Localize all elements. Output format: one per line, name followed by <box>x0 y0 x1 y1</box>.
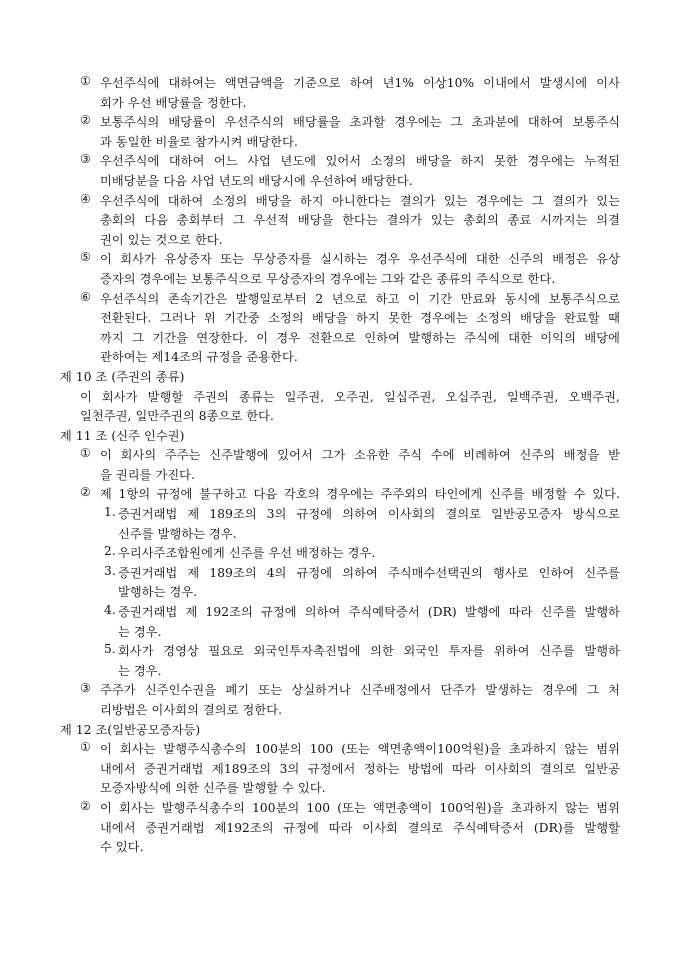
text-line: 는 경우. <box>118 663 162 678</box>
text-line: 이 회사의 주주는 신주발행에 있어서 그가 소유한 주식 수에 비례하여 신주의 배정을 받 <box>100 448 620 463</box>
sub-list-item <box>0 564 680 603</box>
text-line: 일천주권, 일만주권의 8종으로 한다. <box>80 409 274 424</box>
sub-list-item <box>0 603 680 642</box>
item-number: ① <box>80 74 91 88</box>
sub-item-number: 1. <box>104 505 116 520</box>
text-line: 까지 그 기간을 연장한다. 이 경우 전환으로 인하여 발행하는 주식에 대한 이익의 배당에 <box>100 330 620 345</box>
item-number: ① <box>80 740 91 755</box>
text-line: 증권거래법 제 192조의 규정에 의하여 주식예탁증서 (DR) 발행에 따라 신주를 발행하 <box>118 605 620 620</box>
item-number: ① <box>80 446 91 461</box>
text-line: 증권거래법 제 189조의 4의 규정에 의하여 주식매수선택권의 행사로 인하여 신주를 <box>118 565 620 580</box>
list-item <box>0 250 680 289</box>
sub-item-number: 2. <box>104 544 116 559</box>
text-line: 이 회사가 발행할 주권의 종류는 일주권, 오주권, 일십주권, 오십주권, 일백주권, 오백주권, <box>80 389 620 404</box>
text-line: 리방법은 이사회의 결의로 정한다. <box>100 703 283 717</box>
item-number: ④ <box>80 191 91 206</box>
sub-list-item <box>0 544 680 564</box>
text-line: 이 회사는 발행주식총수의 100분의 100 (또는 액면총액이100억원)을 초과하지 않는 범위 <box>100 742 620 757</box>
text-line: 회사가 경영상 필요로 외국인투자촉진법에 의한 외국인 투자를 위하여 신주를 발행하 <box>118 644 620 659</box>
sub-item-number: 3. <box>104 563 116 578</box>
article10-body <box>0 388 680 427</box>
item-number: ⑤ <box>80 250 91 265</box>
item-number: ③ <box>80 681 91 696</box>
text-line: 회가 우선 배당률을 정한다. <box>100 95 247 110</box>
text-line: 내에서 증권거래법 제189조의 3의 규정에서 정하는 방법에 따라 이사회의 결의로 일반공 <box>100 761 620 776</box>
sub-item-number: 5. <box>104 642 116 657</box>
list-item <box>0 485 680 505</box>
text-line: 모증자방식에 의한 신주를 발행할 수 있다. <box>100 781 326 796</box>
list-item <box>0 113 680 152</box>
text-line: 우선주식의 존속기간은 발행일로부터 2 년으로 하고 이 기간 만료와 동시에 보통주식으로 <box>100 291 620 306</box>
list-item <box>0 681 680 720</box>
item-number: ② <box>80 485 91 500</box>
list-item <box>0 290 680 368</box>
text-line: 전환된다. 그러나 위 기간중 소정의 배당을 하지 못한 경우에는 소정의 배당을 완료할 때 <box>100 311 620 326</box>
text-line: 주주가 신주인수권을 폐기 또는 상실하거나 신주배정에서 단주가 발생하는 경우에 그 처 <box>100 683 620 698</box>
text-line: 권이 있는 것으로 한다. <box>100 232 223 247</box>
article-heading: 제 12 조(일반공모증자등) <box>60 722 201 737</box>
text-line: 을 권리를 가진다. <box>100 467 196 482</box>
list-item <box>0 192 680 251</box>
item-number: ③ <box>80 152 91 167</box>
text-line: 증권거래법 제 189조의 3의 규정에 의하여 이사회의 결의로 일반공모증자 방식으로 <box>118 507 620 522</box>
article-heading: 제 11 조 (신주 인수권) <box>60 428 185 443</box>
sub-list-item <box>0 505 680 544</box>
text-line: 우선주식에 대하여 소정의 배당을 하지 아니한다는 결의가 있는 경우에는 그 결의가 있는 <box>100 193 620 208</box>
text-line: 내에서 증권거래법 제192조의 규정에 따라 이사회 결의로 주식예탁증서 (DR)를 발행할 <box>100 820 620 835</box>
text-line: 이 회사는 발행주식총수의 100분의 100 (또는 액면총액이 100억원)을 초과하지 않는 범위 <box>100 800 620 815</box>
sub-list-item <box>0 642 680 681</box>
article10-heading <box>0 368 680 388</box>
text-line: 우선주식에 대하여 어느 사업 년도에 있어서 소정의 배당을 하지 못한 경우에는 누적된 <box>100 154 620 169</box>
list-item <box>0 446 680 485</box>
item-number: ② <box>80 798 91 813</box>
sub-item-number: 4. <box>104 603 116 618</box>
article9-items <box>0 74 680 368</box>
text-line: 과 동일한 비율로 참가시켜 배당한다. <box>100 134 298 149</box>
item-number: ② <box>80 113 91 128</box>
text-line: 발행하는 경우. <box>118 585 198 600</box>
list-item <box>0 799 680 858</box>
text-line: 이 회사가 유상증자 또는 무상증자를 실시하는 경우 우선주식에 대한 신주의 배정은 유상 <box>100 252 620 267</box>
text-line: 미배당분을 다음 사업 년도의 배당시에 우선하여 배당한다. <box>100 173 413 188</box>
text-line: 관하여는 제14조의 규정을 준용한다. <box>100 350 298 365</box>
article12-heading <box>0 721 680 741</box>
text-line: 우선주식에 대하여는 액면금액을 기준으로 하여 년1% 이상10% 이내에서 발생시에 이사 <box>100 76 620 90</box>
list-item <box>0 152 680 191</box>
text-line: 우리사주조합원에게 신주를 우선 배정하는 경우. <box>118 546 376 561</box>
text-line: 총회의 다음 총회부터 그 우선적 배당을 한다는 결의가 있는 총회의 종료 시까지는 의결 <box>100 213 620 228</box>
text-line: 는 경우. <box>118 624 162 639</box>
list-item <box>0 74 680 113</box>
article-heading: 제 10 조 (주권의 종류) <box>60 369 185 384</box>
text-line: 신주를 발행하는 경우. <box>118 526 237 541</box>
text-line: 제 1항의 규정에 불구하고 다음 각호의 경우에는 주주외의 타인에게 신주를 배정할 수 있다. <box>100 487 620 502</box>
item-number: ⑥ <box>80 289 91 304</box>
text-line: 증자의 경우에는 보통주식으로 무상증자의 경우에는 그와 같은 종류의 주식으로 한다. <box>100 271 556 286</box>
text-line: 수 있다. <box>100 840 144 855</box>
text-line: 보통주식의 배당률이 우선주식의 배당률을 초과할 경우에는 그 초과분에 대하여 보통주식 <box>100 115 620 130</box>
article11-heading <box>0 427 680 447</box>
sub-list <box>0 505 680 681</box>
list-item <box>0 740 680 799</box>
